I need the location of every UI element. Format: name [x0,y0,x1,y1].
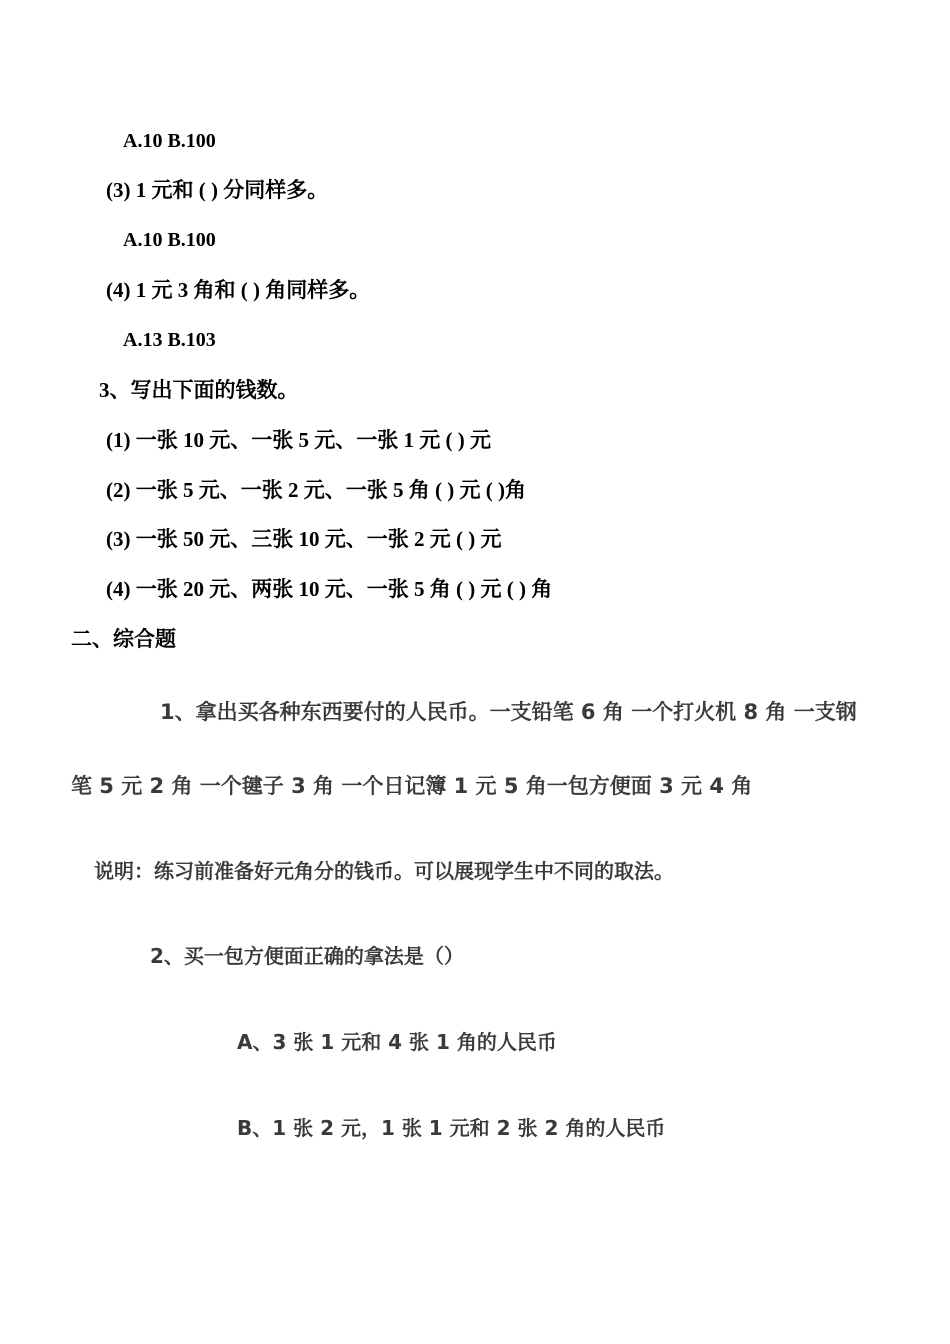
section-heading-comprehensive: 二、综合题 [71,627,176,651]
section-3-item-2: (2) 一张 5 元、一张 2 元、一张 5 角 ( ) 元 ( )角 [106,478,526,502]
comprehensive-q1-line-1: 1、拿出买各种东西要付的人民币。一支铅笔 6 角 一个打火机 8 角 一支钢 [160,700,857,724]
question-3: (3) 1 元和 ( ) 分同样多。 [106,178,329,202]
q4-options: A.13 B.103 [123,329,216,351]
q3-options: A.10 B.100 [123,229,216,251]
teacher-note: 说明：练习前准备好元角分的钱币。可以展现学生中不同的取法。 [94,859,674,883]
q2-option-a: A、3 张 1 元和 4 张 1 角的人民币 [237,1030,557,1054]
section-3-item-1: (1) 一张 10 元、一张 5 元、一张 1 元 ( ) 元 [106,428,491,452]
q2-options: A.10 B.100 [123,130,216,152]
section-3-item-3: (3) 一张 50 元、三张 10 元、一张 2 元 ( ) 元 [106,527,502,551]
comprehensive-q1-line-2: 笔 5 元 2 角 一个毽子 3 角 一个日记簿 1 元 5 角一包方便面 3 元 4 角 [71,774,753,798]
question-4: (4) 1 元 3 角和 ( ) 角同样多。 [106,278,371,302]
section-3-heading: 3、写出下面的钱数。 [99,378,299,402]
q2-option-b: B、1 张 2 元，1 张 1 元和 2 张 2 角的人民币 [237,1116,666,1140]
section-3-item-4: (4) 一张 20 元、两张 10 元、一张 5 角 ( ) 元 ( ) 角 [106,577,553,601]
comprehensive-q2: 2、买一包方便面正确的拿法是（） [150,944,464,968]
